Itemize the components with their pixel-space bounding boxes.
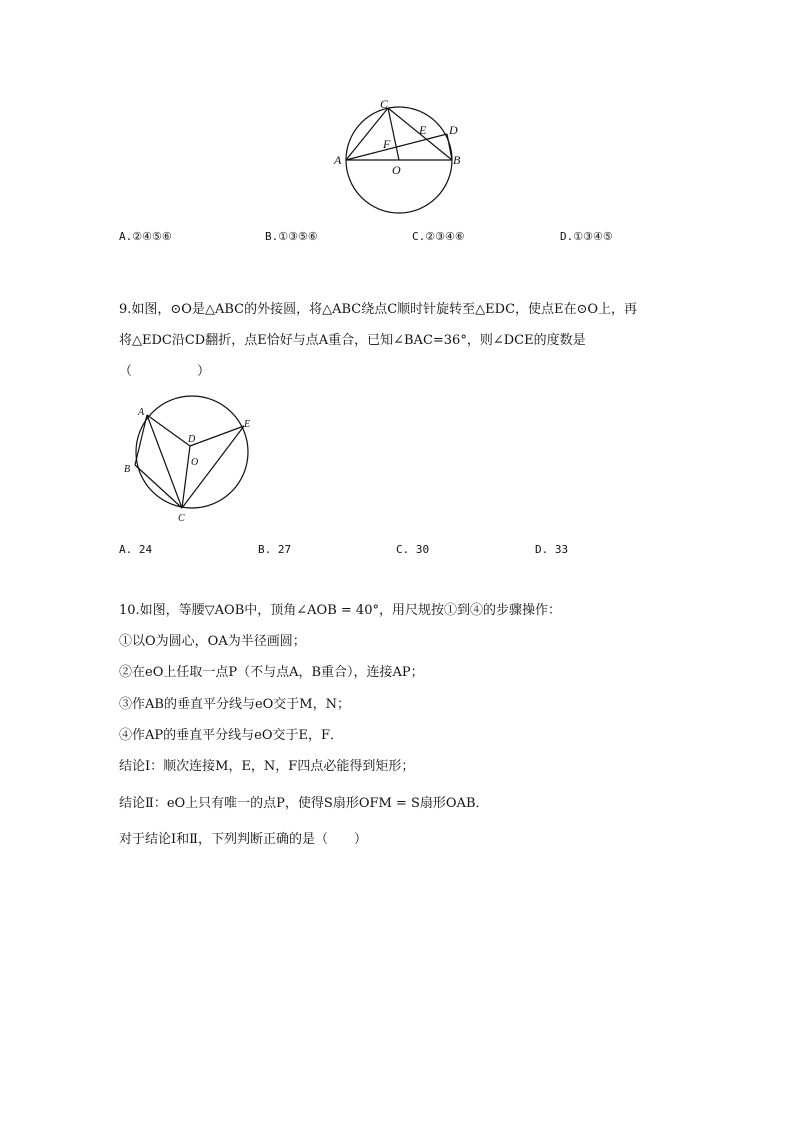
q10-line1: 10.如图，等腰▽AOB中，顶角∠AOB = 40°，用尺规按①到④的步骤操作： [119, 603, 561, 618]
q10-step4: ④作AP的垂直平分线与eO交于E，F． [119, 728, 343, 743]
q10-conclusion2: 结论Ⅱ：eO上只有唯一的点P，使得S扇形OFM = S扇形OAB． [119, 796, 489, 811]
label-e: E [419, 123, 427, 137]
segment-ac [147, 415, 182, 508]
q9-line1: 9.如图，⊙O是△ABC的外接圆，将△ABC绕点C顺时针旋转至△EDC，使点E在⊙O上，再 [119, 302, 638, 317]
q10-conclusion1: 结论Ⅰ：顺次连接M，E，N，F四点必能得到矩形； [119, 759, 415, 774]
label-a: A [138, 407, 145, 418]
q9-option-c[interactable]: C. 30 [396, 543, 430, 556]
label-c: C [380, 97, 389, 111]
q9-option-a[interactable]: A. 24 [119, 543, 153, 556]
label-a: A [334, 153, 342, 167]
label-o: O [191, 457, 199, 468]
q10-step2: ②在eO上任取一点P（不与点A，B重合），连接AP； [119, 665, 424, 680]
label-o: O [392, 163, 401, 177]
q8-option-c[interactable]: C.②③④⑥ [412, 230, 465, 243]
q8-option-a[interactable]: A.②④⑤⑥ [119, 230, 172, 243]
q10-question: 对于结论Ⅰ和Ⅱ，下列判断正确的是（ ） [119, 832, 367, 847]
circle-o [136, 396, 251, 508]
q10-step1: ①以O为圆心，OA为半径画圆； [119, 634, 306, 649]
q9-line2: 将△EDC沿CD翻折，点E恰好与点A重合，已知∠BAC=36°，则∠DCE的度数是 [119, 333, 586, 348]
label-b: B [124, 464, 131, 475]
segment-bc [135, 465, 182, 508]
q9-option-b[interactable]: B. 27 [258, 543, 292, 556]
label-d: D [188, 434, 196, 445]
q9-option-d[interactable]: D. 33 [535, 543, 569, 556]
q8-option-d[interactable]: D.①③④⑤ [560, 230, 613, 243]
q9-figure [118, 394, 268, 526]
q8-figure [330, 92, 470, 222]
label-c: C [178, 513, 185, 524]
label-b: B [453, 153, 461, 167]
label-f: F [383, 137, 391, 151]
q10-step3: ③作AB的垂直平分线与eO交于M，N； [119, 697, 350, 712]
q8-option-b[interactable]: B.①③⑤⑥ [265, 230, 318, 243]
q9-answer-blank: （ ） [119, 364, 211, 379]
label-d: D [449, 123, 458, 137]
label-e: E [244, 419, 251, 430]
